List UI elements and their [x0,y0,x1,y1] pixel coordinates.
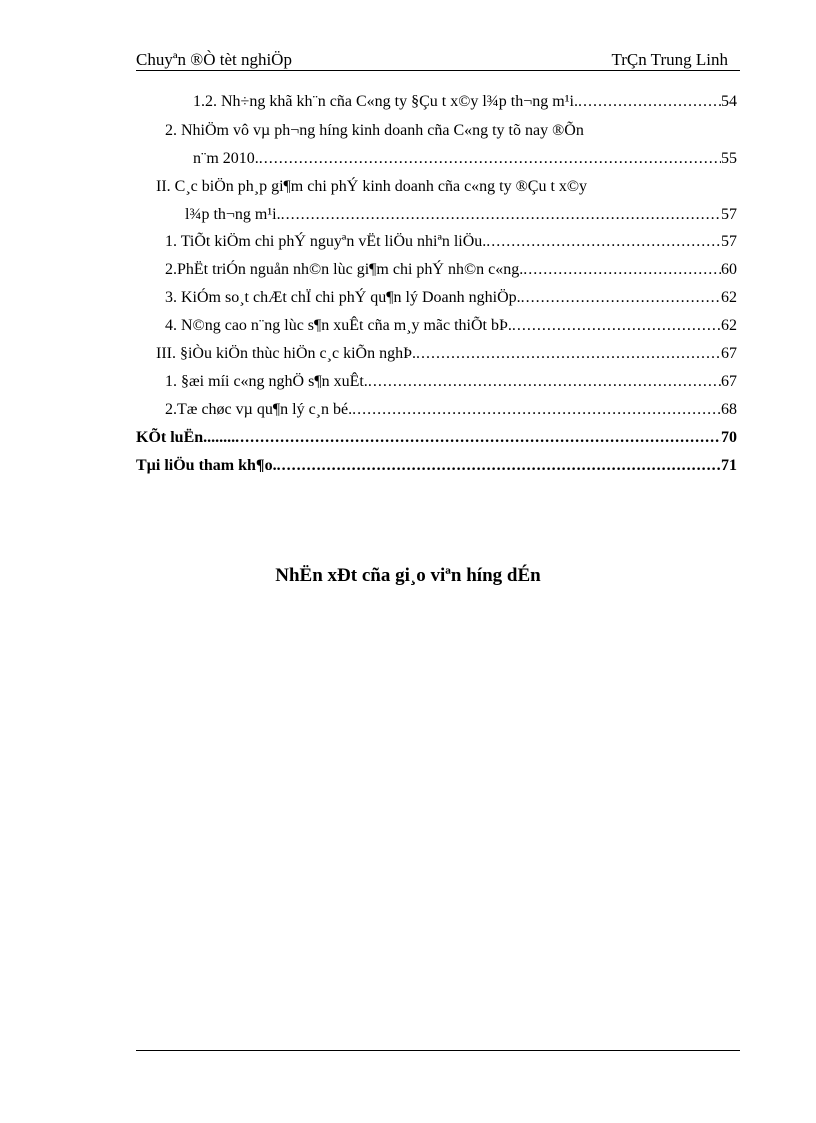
toc-entry-label: 3. KiÓm so¸t chÆt chÏ chi phÝ qu¶n lý Doanh nghiÖp. [165,289,521,306]
toc-entry-label: II. C¸c biÖn ph¸p gi¶m chi phÝ kinh doanh cña c«ng ty ®Çu t x©y [156,178,588,195]
toc-entry-page: 67 [721,345,737,362]
toc-entry [156,344,737,364]
toc-entry-page: 62 [721,289,737,306]
page-header [136,48,740,71]
toc-leader-dots [352,400,721,420]
toc-leader-dots [521,288,721,308]
toc-entry-page: 67 [721,373,737,390]
toc-leader-dots [512,316,721,336]
toc-leader-dots [277,456,721,476]
toc-entry-page: 60 [721,261,737,278]
toc-entry [156,177,737,197]
toc-entry-page: 57 [721,206,737,223]
toc-entry-page: 55 [721,150,737,167]
toc-entry-page: 62 [721,317,737,334]
toc-entry-label: 2.Tæ chøc vµ qu¶n lý c¸n bé. [165,401,353,418]
toc-entry-label: Tµi liÖu tham kh¶o. [136,457,277,474]
toc-leader-dots [416,344,721,364]
toc-leader-dots [578,92,721,112]
toc-entry-page: 70 [721,429,737,446]
toc-entry-label: III. §iÒu kiÖn thùc hiÖn c¸c kiÕn nghÞ. [156,345,416,362]
toc-entry [136,428,737,448]
section-title: NhËn xÐt cña gi¸o viªn híng dÉn [275,565,541,586]
footer-rule [136,1050,740,1051]
toc-entry [193,92,737,112]
toc-entry-label: 1.2. Nh÷ng khã kh¨n cña C«ng ty §Çu t x©y l¾p th¬ng m¹i. [193,93,578,110]
toc-leader-dots [235,428,721,448]
toc-leader-dots [523,260,721,280]
toc-entry-label: KÕt luËn........ [136,429,236,446]
toc-entry-label: 1. TiÕt kiÖm chi phÝ nguyªn vËt liÖu nhiªn liÖu. [165,233,487,250]
header-author: TrÇn Trung Linh [611,50,728,69]
toc-entry [165,372,737,392]
toc-entry-label: 1. §æi míi c«ng nghÖ s¶n xuÊt. [165,373,368,390]
header-document-type: Chuyªn ®Ò tèt nghiÖp [136,50,292,69]
toc-entry-page: 57 [721,233,737,250]
toc-entry [165,316,737,336]
toc-leader-dots [281,205,721,225]
toc-entry [165,288,737,308]
toc-entry [165,260,737,280]
toc-leader-dots [368,372,721,392]
toc-entry-page: 54 [721,93,737,110]
toc-entry [136,456,737,476]
toc-leader-dots [486,232,721,252]
toc-entry [193,149,737,169]
toc-entry-label: 2.PhËt triÓn nguån nh©n lùc gi¶m chi phÝ nh©n c«ng. [165,261,524,278]
toc-entry-label: 2. NhiÖm vô vµ ph¬ng híng kinh doanh cña C«ng ty tõ nay ®Õn [165,122,584,139]
toc-entry-page: 71 [721,457,737,474]
toc-entry-label: 4. N©ng cao n¨ng lùc s¶n xuÊt cña m¸y mãc thiÕt bÞ. [165,317,512,334]
toc-entry-label: l¾p th¬ng m¹i. [185,206,281,223]
toc-entry [185,205,737,225]
toc-entry [165,400,737,420]
toc-entry-page: 68 [721,401,737,418]
toc-entry [165,232,737,252]
toc-entry-label: n¨m 2010. [193,150,259,167]
toc-leader-dots [259,149,721,169]
toc-entry [165,121,737,141]
